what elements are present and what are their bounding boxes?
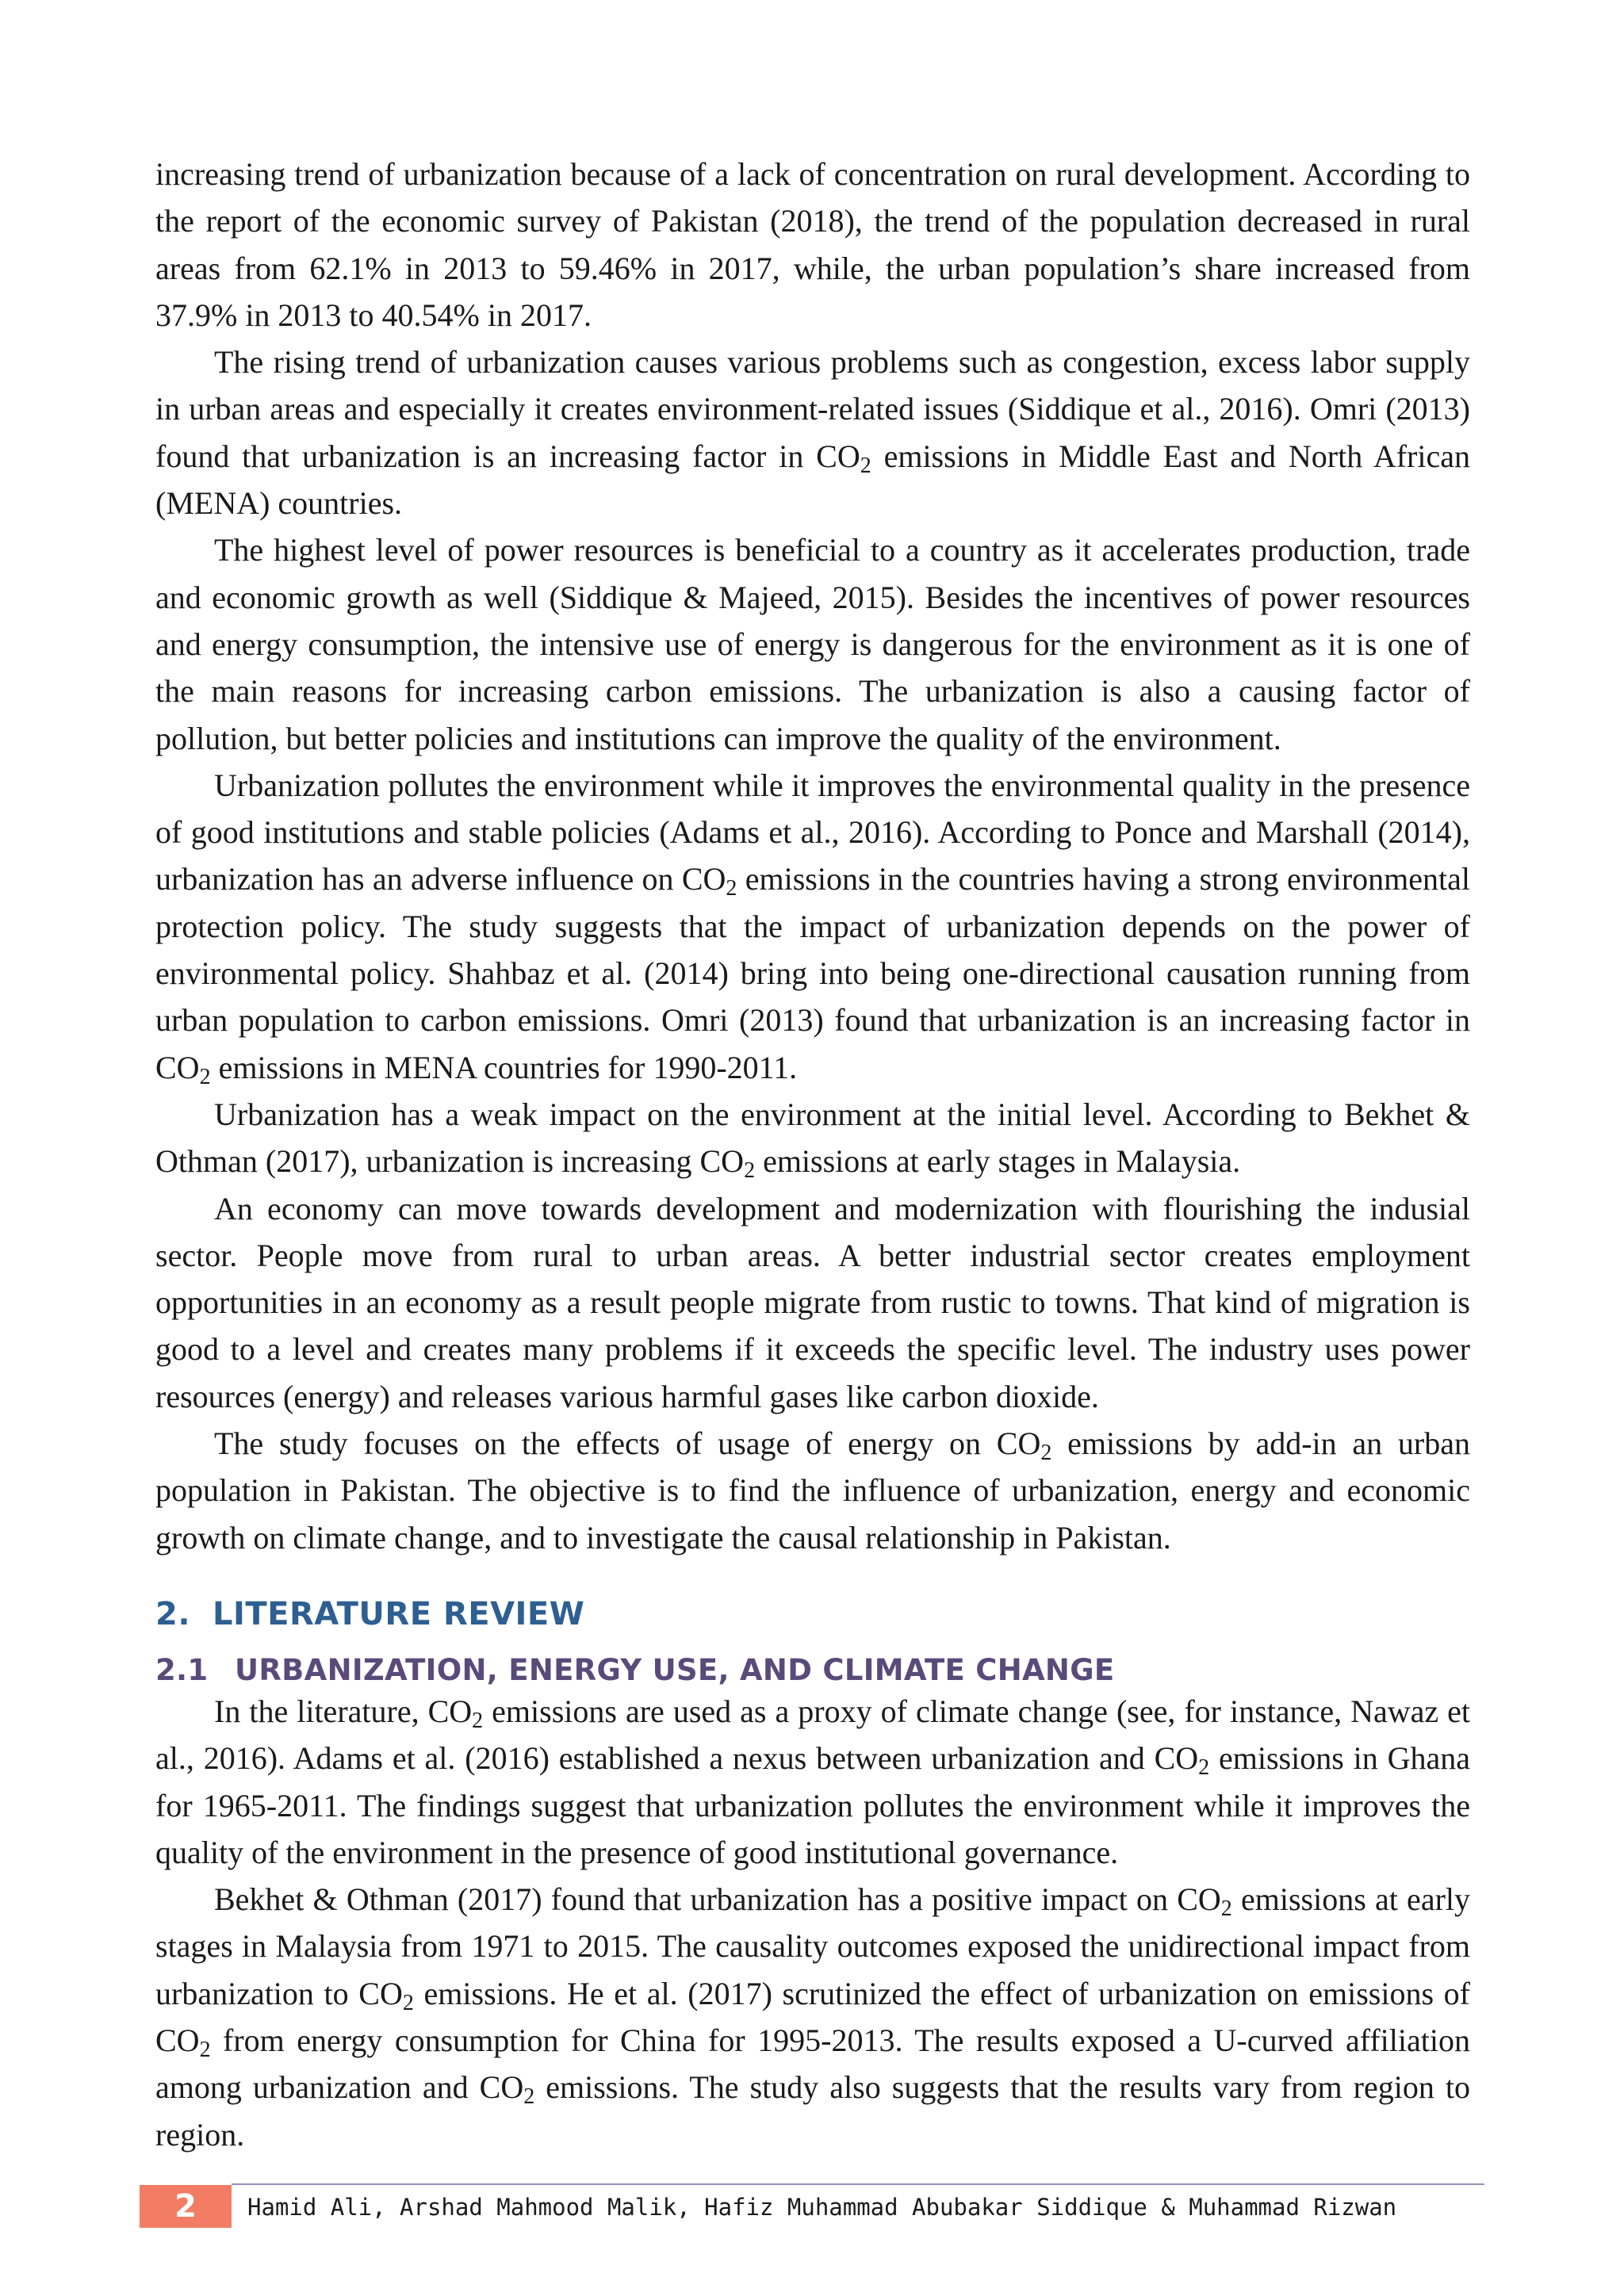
section-title: LITERATURE REVIEW bbox=[213, 1595, 585, 1632]
paragraph-text: increasing trend of urbanization because of a lack of concentration on rural development. According to the report of the economic survey of Pakistan (2018), the trend of the population decreased in rural areas from 62.1% in 2013 to 59.46% in 2017, while, the urban population’s share increased from 37.9% in 2013 to 40.54% in 2017. bbox=[155, 156, 1470, 333]
page-body bbox=[155, 151, 1470, 2158]
footer-authors: Hamid Ali, Arshad Mahmood Malik, Hafiz Muhammad Abubakar Siddique & Muhammad Rizwan bbox=[247, 2194, 1397, 2221]
subsection-title: URBANIZATION, ENERGY USE, AND CLIMATE CHANGE bbox=[235, 1652, 1115, 1687]
paragraph-text: emissions in the countries having a strong environmental protection policy. The study suggests that the impact of urbanization depends on the power of environmental policy. Shahbaz et al. (2014) bring into being one-directional causation running from urban population to carbon emissions. Omri (2013) found that urbanization is an increasing factor in CO bbox=[155, 861, 1470, 1085]
paragraph-5 bbox=[155, 1091, 1470, 1185]
paragraph-text: Urbanization has a weak impact on the environment at the initial level. According to Bekhet & Othman (2017), urbanization is increasing CO bbox=[155, 1096, 1470, 1180]
paragraph-text: from energy consumption for China for 1995-2013. The results exposed a U-curved affiliation among urbanization and CO bbox=[155, 2022, 1470, 2106]
co2-subscript: 2 bbox=[199, 2037, 211, 2062]
paragraph-text: The rising trend of urbanization causes various problems such as congestion, excess labor supply in urban areas and especially it creates environment-related issues (Siddique et al., 2016). Omri (2013) found that urbanization is an increasing factor in CO bbox=[155, 344, 1470, 474]
paragraph-text: emissions by add-in an urban population in Pakistan. The objective is to find the influence of urbanization, energy and economic growth on climate change, and to investigate the causal relationship in Pakistan. bbox=[155, 1425, 1470, 1556]
co2-subscript: 2 bbox=[744, 1158, 756, 1184]
page-number: 2 bbox=[140, 2185, 232, 2228]
co2-subscript: 2 bbox=[199, 1064, 211, 1089]
co2-subscript: 2 bbox=[1198, 1755, 1210, 1781]
co2-subscript: 2 bbox=[472, 1708, 484, 1733]
paragraph-text: emissions. The study also suggests that the results vary from region to region. bbox=[155, 2069, 1470, 2152]
section-heading bbox=[155, 1594, 1470, 1634]
paragraph-text: emissions in MENA countries for 1990-2011. bbox=[210, 1049, 798, 1085]
paragraph-2 bbox=[155, 339, 1470, 526]
paragraph-3 bbox=[155, 526, 1470, 761]
co2-subscript: 2 bbox=[1220, 1896, 1232, 1922]
co2-subscript: 2 bbox=[860, 453, 871, 478]
co2-subscript: 2 bbox=[1040, 1441, 1052, 1466]
paragraph-1 bbox=[155, 151, 1470, 339]
footer-divider bbox=[232, 2183, 1484, 2185]
paragraph-4 bbox=[155, 762, 1470, 1091]
paragraph-text: Bekhet & Othman (2017) found that urbanization has a positive impact on CO bbox=[214, 1881, 1221, 1918]
co2-subscript: 2 bbox=[523, 2084, 535, 2110]
subsection-heading bbox=[155, 1653, 1470, 1688]
co2-subscript: 2 bbox=[402, 1990, 414, 2015]
paragraph-9 bbox=[155, 1876, 1470, 2158]
subsection-number: 2.1 bbox=[155, 1652, 209, 1687]
paragraph-text: The study focuses on the effects of usage of energy on CO bbox=[214, 1425, 1041, 1462]
section-number: 2. bbox=[155, 1595, 191, 1632]
paragraph-text: emissions at early stages in Malaysia. bbox=[755, 1143, 1241, 1180]
paragraph-text: emissions in Middle East and North African (MENA) countries. bbox=[155, 438, 1470, 522]
co2-subscript: 2 bbox=[726, 876, 737, 901]
paragraph-text: In the literature, CO bbox=[214, 1693, 473, 1729]
paragraph-text: The highest level of power resources is beneficial to a country as it accelerates production, trade and economic growth as well (Siddique & Majeed, 2015). Besides the incentives of power resources and energy consumption, the intensive use of energy is dangerous for the environment as it is one of the main reasons for increasing carbon emissions. The urbanization is also a causing factor of pollution, but better policies and institutions can improve the quality of the environment. bbox=[155, 532, 1470, 756]
paragraph-text: emissions. He et al. (2017) scrutinized the effect of urbanization on emissions of CO bbox=[155, 1975, 1471, 2058]
paragraph-text: emissions at early stages in Malaysia from 1971 to 2015. The causality outcomes exposed the unidirectional impact from urbanization to CO bbox=[155, 1881, 1471, 2011]
paragraph-text: An economy can move towards development and modernization with flourishing the indusial sector. People move from rural to urban areas. A better industrial sector creates employment opportunities in an economy as a result people migrate from rustic to towns. That kind of migration is good to a level and creates many problems if it exceeds the specific level. The industry uses power resources (energy) and releases various harmful gases like carbon dioxide. bbox=[155, 1190, 1470, 1414]
paragraph-6 bbox=[155, 1185, 1470, 1420]
paragraph-text: emissions are used as a proxy of climate change (see, for instance, Nawaz et al., 2016). Adams et al. (2016) established a nexus between urbanization and CO bbox=[155, 1693, 1470, 1777]
paragraph-7 bbox=[155, 1420, 1470, 1561]
paragraph-text: emissions in Ghana for 1965-2011. The findings suggest that urbanization pollutes the environment while it improves the quality of the environment in the presence of good institutional governance. bbox=[155, 1740, 1470, 1870]
page-footer bbox=[140, 2183, 1484, 2228]
paragraph-8 bbox=[155, 1688, 1470, 1876]
paragraph-text: Urbanization pollutes the environment while it improves the environmental quality in the presence of good institutions and stable policies (Adams et al., 2016). According to Ponce and Marshall (2014), urbanization has an adverse influence on CO bbox=[155, 767, 1470, 897]
